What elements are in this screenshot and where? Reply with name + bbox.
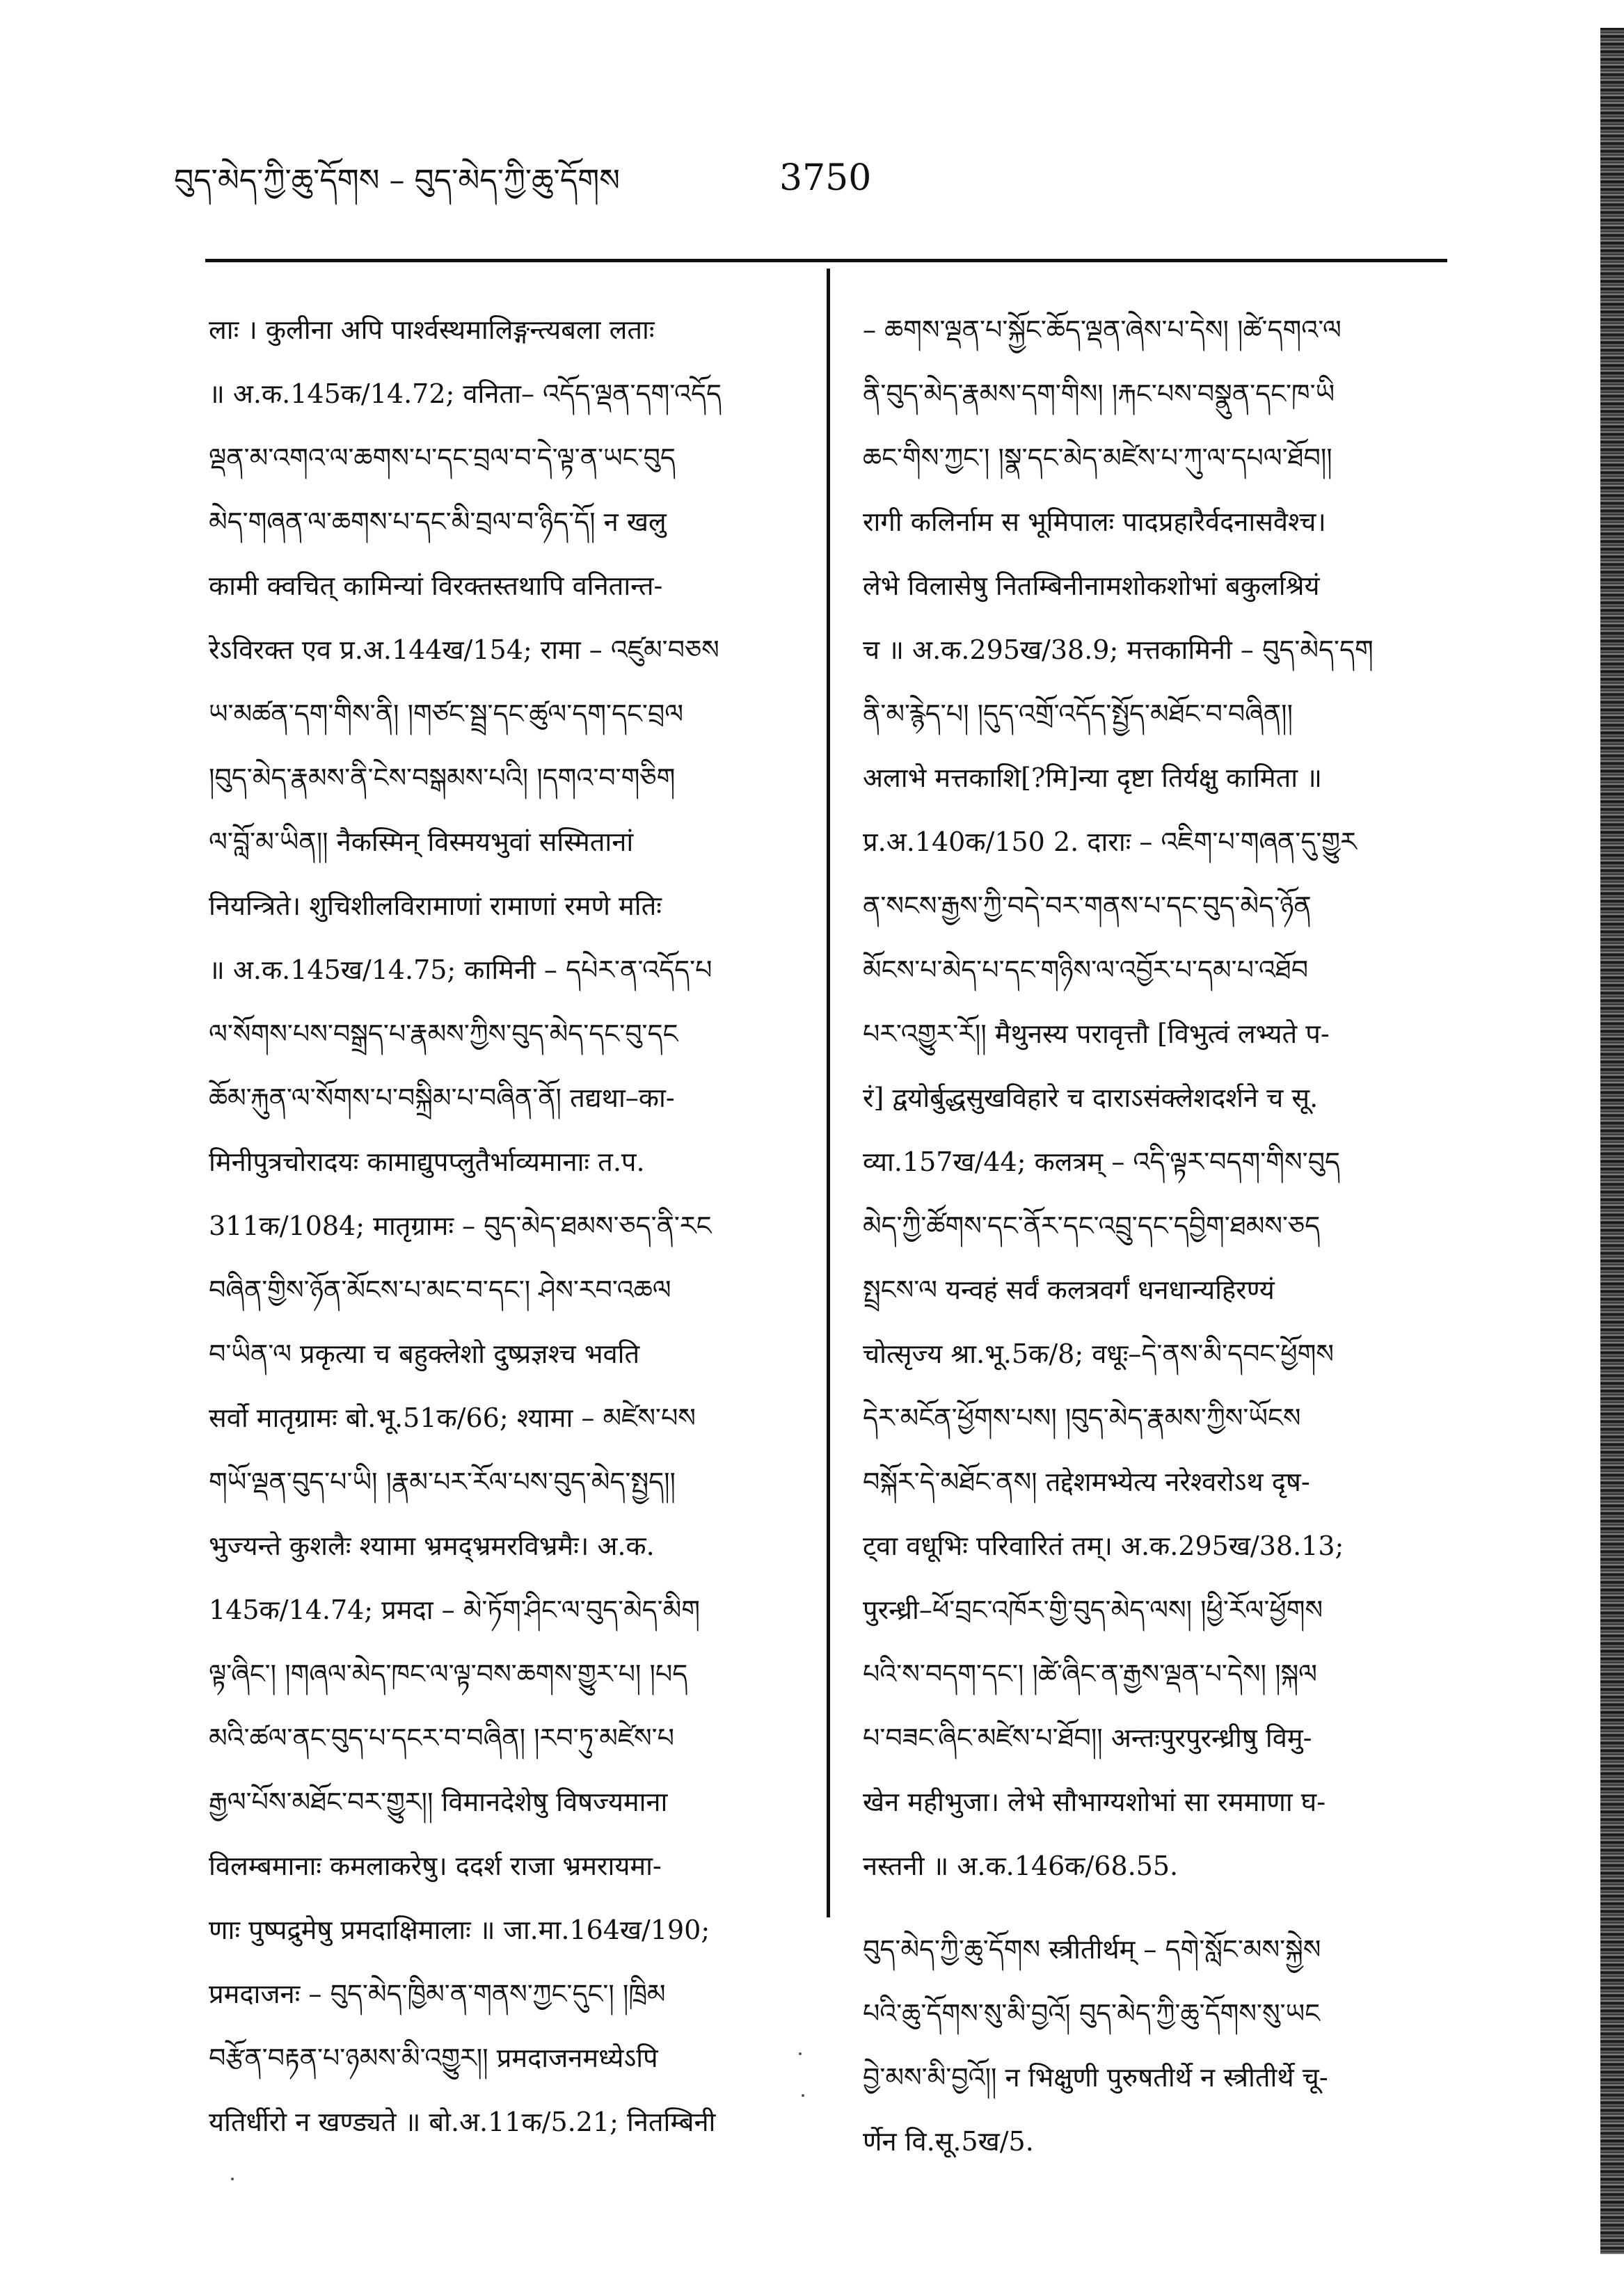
text-line: यतिर्धीरो न खण्ड्यते ॥ बो.अ.11क/5.21; नितम्बिनी: [209, 2107, 716, 2137]
text-line: བྱེ་མས་མི་བྱའོ།། न भिक्षुणी पुरुषतीर्थे न स्त्रीतीर्थे चू-: [863, 2062, 1328, 2093]
entry-gap: [863, 1898, 1447, 1917]
text-line: प्रमदाजनः – བུད་མེད་ཁྱིམ་ན་གནས་ཀྱང་དུང་། །ཁྲིམ: [209, 1979, 666, 2009]
dictionary-entry: [863, 1917, 1447, 2173]
text-line: 311क/1084; मातृग्रामः – བུད་མེད་ཐམས་ཅད་ནི་རང: [209, 1211, 712, 1241]
text-line: लाः । कुलीना अपि पार्श्वस्थमालिङ्गन्त्यबला लताः: [209, 314, 655, 345]
text-line: མའི་ཚལ་ནང་བུད་པ་དངར་བ་བཞིན། །རབ་ཏུ་མཛེས་པ: [209, 1723, 674, 1753]
text-line: རྒྱལ་པོས་མཐོང་བར་གྱུར།། विमानदेशेषु विषज्यमाना: [209, 1787, 668, 1817]
text-line: रागी कलिर्नाम स भूमिपालः पादप्रहारैर्वदनासवैश्च।: [863, 506, 1326, 537]
entry-headword-line: བུད་མེད་ཀྱི་ཆུ་དོགས स्त्रीतीर्थम् – དགེ་སློང་མས་སྐྱེས: [863, 1934, 1321, 1965]
text-line: रेऽविरक्त एव प्र.अ.144ख/154; रामा – འཛུམ་བཅས: [209, 634, 719, 665]
scan-speck: [231, 2178, 234, 2180]
text-line: པར་འགྱུར་རོ།། मैथुनस्य परावृत्तौ [विभुत्वं लभ्यते प-: [863, 1019, 1330, 1049]
header-rule: [205, 259, 1447, 262]
text-line: लेभे विलासेषु नितम्बिनीनामशोकशोभां बकुलश्रियं: [863, 570, 1320, 601]
text-line: །བུད་མེད་རྣམས་ནི་ངེས་བསྒམས་པའི། །དགའ་བ་གཅིག: [209, 763, 676, 793]
text-line: ॥ अ.क.145क/14.72; वनिता– འདོད་ལྡན་དག་འདོད: [209, 378, 722, 409]
column-divider: [827, 269, 830, 1917]
text-line: व्या.157ख/44; कलत्रम् – འདི་ལྟར་བདག་གིས་བུད: [863, 1147, 1340, 1177]
text-line: 145क/14.74; प्रमदा – མེ་ཏོག་ཤིང་ལ་བུད་མེད་མིག: [209, 1595, 701, 1625]
text-line: པའི་ཆུ་དོགས་སུ་མི་བྱའོ། བུད་མེད་ཀྱི་ཆུ་དོགས་སུ་ཡང: [863, 1998, 1321, 2029]
scanned-page-edge: [1600, 28, 1624, 2254]
text-line: विलम्बमानाः कमलाकरेषु। ददर्श राजा भ्रमरायमा-: [209, 1851, 662, 1881]
text-line: कामी क्वचित् कामिन्यां विरक्तस्तथापि वनितान्त-: [209, 570, 663, 601]
text-line: नस्तनी ॥ अ.क.146क/68.55.: [863, 1851, 1179, 1881]
text-line: ལ་སོགས་པས་བསྒྲད་པ་རྣམས་ཀྱིས་བུད་མེད་དང་བུ་དང: [209, 1019, 678, 1049]
text-line: रं] द्वयोर्बुद्धसुखविहारे च दाराऽसंक्लेशदर्शने च सू.: [863, 1083, 1319, 1113]
text-line: ट्वा वधूभिः परिवारितं तम्। अ.क.295ख/38.13;: [863, 1531, 1344, 1561]
text-line: ལྡན་མ་འགའ་ལ་ཆགས་པ་དང་བྲལ་བ་དེ་ལྟ་ན་ཡང་བུད: [209, 442, 676, 473]
text-line: སྤྲངས་ལ यन्वहं सर्वं कलत्रवर्गं धनधान्यहिरण्यं: [863, 1275, 1275, 1305]
text-line: ཆང་གིས་ཀྱང་། །སྣ་དང་མེད་མཛེས་པ་ཀུ་ལ་དཔལ་ཐོབ།།: [863, 442, 1332, 473]
text-line: सर्वो मातृग्रामः बो.भू.51क/66; श्यामा – མཛེས་པས: [209, 1403, 696, 1433]
text-line: पुरन्ध्री–ཕོ་བྲང་འཁོར་གྱི་བུད་མེད་ལས། །ཕྱི་རོལ་ཕྱོགས: [863, 1595, 1323, 1625]
text-line: मिनीपुत्रचोरादयः कामाद्युपप्लुतैर्भाव्यमानाः त.प.: [209, 1147, 645, 1177]
text-line: ནི་མ་རྙེད་པ། །དུད་འགྲོ་འདོད་སྤྱོད་མཐོང་བ་བཞིན།།: [863, 699, 1293, 729]
text-line: ལྟ་ཞིང་། །གཞལ་མེད་ཁང་ལ་ལྟ་བས་ཆགས་གྱུར་པ། །པད: [209, 1659, 688, 1689]
text-line: चोत्सृज्य श्रा.भू.5क/8; वधूः–དེ་ནས་མི་དབང་ཕྱོགས: [863, 1339, 1335, 1369]
text-line: ན་སངས་རྒྱས་ཀྱི་བདེ་བར་གནས་པ་དང་བུད་མེད་ཉོན: [863, 891, 1312, 921]
text-line: अलाभे मत्तकाशि[?मि]न्या दृष्टा तिर्यक्षु कामिता ॥: [863, 763, 1322, 793]
right-column: [863, 298, 1447, 2173]
text-line: ॥ अ.क.145ख/14.75; कामिनी – དཔེར་ན་འདོད་པ: [209, 955, 713, 985]
text-line: ཡ་མཚན་དག་གིས་ནི། །གཙང་སྦྲ་དང་ཚུལ་དག་དང་བྲལ: [209, 699, 684, 729]
text-line: པ་བཟང་ཞིང་མཛེས་པ་ཐོབ།། अन्तःपुरपुरन्ध्रीषु विमु-: [863, 1723, 1312, 1753]
text-line: र्णेन वि.सू.5ख/5.: [863, 2126, 1034, 2157]
text-line: ནི་བུད་མེད་རྣམས་དག་གིས། །རྐང་པས་བསྣུན་དང་ཁ་ཡི: [863, 378, 1335, 409]
text-line: ཆོམ་རྐུན་ལ་སོགས་པ་བསྐྲིམ་པ་བཞིན་ནོ། तद्यथा–का-: [209, 1083, 675, 1113]
text-line: གཡོ་ལྡན་བུད་པ་ཡི། །རྣམ་པར་རོལ་པས་བུད་མེད་སྤྱད།།: [209, 1467, 676, 1497]
text-line: མེད་གཞན་ལ་ཆགས་པ་དང་མི་བྲལ་བ་ཉིད་དོ། न खलु: [209, 506, 667, 537]
text-line: པའི་ས་བདག་དང་། །ཚེ་ཞིང་ན་རྒྱས་ལྡན་པ་དེས། །སྐལ: [863, 1659, 1317, 1689]
running-head: བུད་མེད་ཀྱི་ཆུ་དོགས – བུད་མེད་ཀྱི་ཆུ་དོགས: [174, 163, 620, 198]
text-line: དེར་མངོན་ཕྱོགས་པས། །བུད་མེད་རྣམས་ཀྱིས་ཡོངས: [863, 1403, 1301, 1433]
text-line: णाः पुष्पद्रुमेषु प्रमदाक्षिमालाः ॥ जा.मा.164ख/190;: [209, 1915, 710, 1945]
text-line: བཞིན་གྱིས་ཉོན་མོངས་པ་མང་བ་དང་། ཤེས་རབ་འཆལ: [209, 1275, 671, 1305]
text-line: खेन महीभुजा। लेभे सौभाग्यशोभां सा रममाणा घ-: [863, 1787, 1326, 1817]
text-line: च ॥ अ.क.295ख/38.9; मत्तकामिनी – བུད་མེད་དག: [863, 634, 1374, 665]
text-line: नियन्त्रिते। शुचिशीलविरामाणां रामाणां रमणे मतिः: [209, 891, 662, 921]
text-line: བརྩོན་བརྟན་པ་ཉམས་མི་འགྱུར།། प्रमदाजनमध्येऽपि: [209, 2043, 658, 2073]
page-number: 3750: [779, 157, 872, 199]
text-line: भुज्यन्ते कुशलैः श्यामा भ्रमद्भ्रमरविभ्रमैः। अ.क.: [209, 1531, 655, 1561]
text-line: མོངས་པ་མེད་པ་དང་གཉིས་ལ་འབྱོར་པ་དམ་པ་འཐོབ: [863, 955, 1309, 985]
text-line: – ཆགས་ལྡན་པ་སྐྱོང་ཆོད་ལྡན་ཞེས་པ་དེས། །ཚེ་དགའ་ལ: [863, 314, 1342, 345]
scan-speck: [799, 2052, 802, 2055]
scan-speck: [802, 2094, 804, 2097]
left-column: [209, 298, 800, 2154]
text-line: ལ་བློ་མ་ཡིན།། नैकस्मिन् विस्मयभुवां सस्मितानां: [209, 827, 634, 857]
text-line: བསྐོར་དེ་མཐོང་ནས། तद्देशमभ्येत्य नरेश्वरोऽथ दृष-: [863, 1467, 1310, 1497]
text-line: བ་ཡིན་ལ प्रकृत्या च बहुक्लेशो दुष्प्रज्ञश्च भवति: [209, 1339, 640, 1369]
text-line: प्र.अ.140क/150 2. दाराः – འཇིག་པ་གཞན་དུ་གྱུར: [863, 827, 1357, 857]
text-line: མེད་ཀྱི་ཚོགས་དང་ནོར་དང་འབྲུ་དང་དབྱིག་ཐམས་ཅད: [863, 1211, 1321, 1241]
